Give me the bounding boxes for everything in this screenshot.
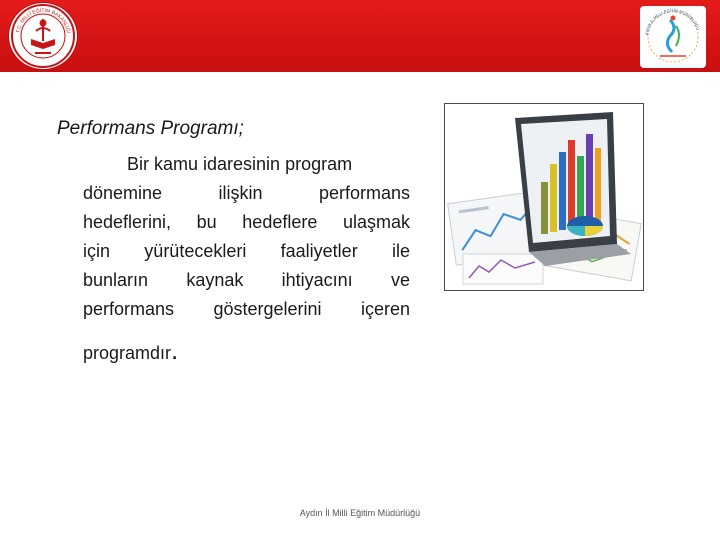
slide-title: Performans Programı;: [57, 118, 244, 139]
performance-chart-illustration: [444, 103, 644, 291]
footer-text: Aydın İl Milli Eğitim Müdürlüğü: [299, 508, 421, 518]
laptop-bar-chart-icon: [445, 104, 643, 290]
paragraph-line: bunların kaynak ihtiyacını ve: [83, 270, 410, 290]
paragraph-line: dönemine ilişkin performans: [83, 183, 410, 203]
paragraph-line: için yürütecekleri faaliyetler ile: [83, 241, 410, 261]
last-line-text: programdır: [83, 343, 172, 363]
header-band: [0, 0, 720, 72]
directorate-logo-icon: [640, 6, 706, 68]
ministry-logo: [9, 3, 77, 69]
final-period: .: [171, 335, 179, 365]
paragraph-line: Bir kamu idaresinin program: [127, 154, 353, 174]
directorate-logo-text: AYDIN İL MİLLİ EĞİTİM MÜDÜRLÜĞÜ: [644, 7, 701, 36]
ministry-logo-text: T.C. MİLLÎ EĞİTİM BAKANLIĞI: [15, 7, 71, 34]
paragraph-line: performans göstergelerini içeren: [83, 299, 410, 319]
directorate-logo: [640, 6, 706, 68]
paragraph-line: hedeflerini, bu hedeflere ulaşmak: [83, 212, 410, 232]
paragraph-last-line: [83, 336, 410, 365]
meb-emblem-icon: [9, 3, 77, 69]
definition-paragraph: [83, 150, 410, 365]
